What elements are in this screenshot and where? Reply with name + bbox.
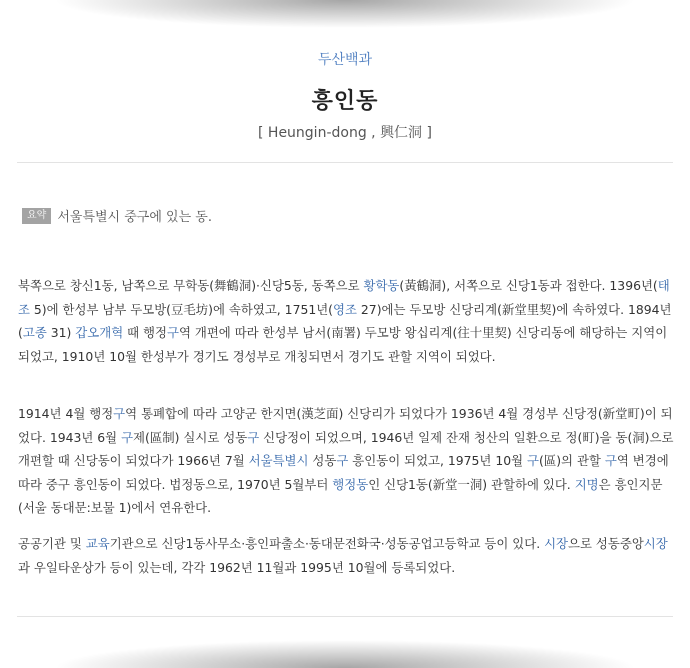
inline-link[interactable]: 태조 [18, 278, 670, 317]
header-divider [17, 162, 673, 163]
paragraph-text: 은 흥인지문(서울 동대문:보물 1)에서 연유한다. [18, 476, 663, 515]
inline-link[interactable]: 황학동 [363, 278, 400, 293]
page-bottom-shadow [0, 628, 690, 668]
inline-link[interactable]: 영조 [333, 301, 357, 317]
inline-link[interactable]: 구 [121, 429, 134, 445]
article-subtitle: [ Heungin-dong , 興仁洞 ] [258, 125, 432, 141]
inline-link[interactable]: 서울특별시 [248, 453, 309, 468]
inline-link[interactable]: 구 [247, 429, 260, 445]
paragraph-text: 기관으로 신당1동사무소·흥인파출소·동대문전화국·성동공업고등학교 등이 있다. [109, 536, 545, 551]
inline-link[interactable]: 시장 [544, 536, 569, 551]
paragraph-text: 역 변경에 따라 중구 흥인동이 되었다. 법정동으로, 1970년 5월부터 [18, 453, 669, 492]
paragraph-text: 역 개편에 따라 한성부 남서(南署) 두모방 왕십리계(往十里契) 신당리동에 해당하는 지역이 되었고, 1910년 10월 한성부가 경기도 경성부로 개칭되면서 경기도 관할 지역이 되었다. [18, 325, 668, 364]
paragraph-text: 으로 성동중앙 [568, 536, 644, 551]
paragraph-text: 흥인동이 되었고, 1975년 10월 [348, 453, 528, 468]
inline-link[interactable]: 갑오개혁 [75, 325, 124, 340]
inline-link[interactable]: 구 [166, 325, 179, 340]
inline-link[interactable]: 구 [113, 406, 126, 421]
summary-text: 서울특별시 중구에 있는 동. [57, 210, 212, 225]
paragraph-text: 5)에 한성부 남부 두모방(豆毛坊)에 속하였고, 1751년( [29, 301, 334, 317]
paragraph-text: 성동 [308, 453, 337, 468]
article-title: 흥인동 [311, 89, 379, 114]
paragraph-text: 인 신당1동(新堂一洞) 관할하에 있다. [368, 476, 575, 492]
inline-link[interactable]: 행정동 [332, 476, 369, 492]
paragraph-text: (區)의 관할 [539, 453, 605, 468]
inline-link[interactable]: 시장 [643, 536, 668, 551]
source-link[interactable]: 두산백과 [317, 52, 373, 68]
paragraph-text: 신당정이 되었으며, 1946년 일제 잔재 청산의 일환으로 정(町)을 동(洞)으로 개편할 때 신당동이 되었다가 1966년 7월 [18, 429, 674, 468]
footer-divider [17, 616, 673, 617]
paragraph-text: 27)에는 두모방 신당리계(新堂里契)에 속하였다. 1894년( [18, 301, 672, 340]
summary-box [22, 206, 212, 225]
paragraph-text: 1914년 4월 행정 [18, 406, 114, 421]
inline-link[interactable]: 지명 [574, 476, 599, 492]
inline-link[interactable]: 교육 [85, 536, 110, 551]
paragraph-text: 과 우일타운상가 등이 있는데, 각각 1962년 11월과 1995년 10월에 등록되었다. [18, 559, 456, 575]
paragraph-text: 때 행정 [123, 325, 167, 340]
paragraph-text: 공공기관 및 [18, 536, 86, 551]
paragraph-text: 역 통폐합에 따라 고양군 한지면(漢芝面) 신당리가 되었다가 1936년 4월 경성부 신당정(新堂町)이 되었다. 1943년 6월 [18, 406, 673, 445]
paragraph-text: 31) [46, 325, 76, 340]
paragraph-facilities [18, 532, 674, 579]
inline-link[interactable]: 고종 [22, 325, 47, 340]
inline-link[interactable]: 구 [527, 453, 539, 468]
paragraph-administration [18, 402, 674, 520]
paragraph-text: 북쪽으로 창신1동, 남쪽으로 무학동(舞鶴洞)·신당5동, 동쪽으로 [18, 278, 364, 293]
paragraph-text: 제(區制) 실시로 성동 [133, 429, 248, 445]
article-sheet [0, 38, 690, 630]
page-top-shadow [0, 0, 690, 40]
inline-link[interactable]: 구 [336, 453, 349, 468]
paragraph-history [18, 274, 674, 368]
summary-badge: 요약 [22, 208, 51, 224]
inline-link[interactable]: 구 [604, 453, 617, 468]
paragraph-text: (黃鶴洞), 서쪽으로 신당1동과 접한다. 1396년( [399, 278, 658, 293]
